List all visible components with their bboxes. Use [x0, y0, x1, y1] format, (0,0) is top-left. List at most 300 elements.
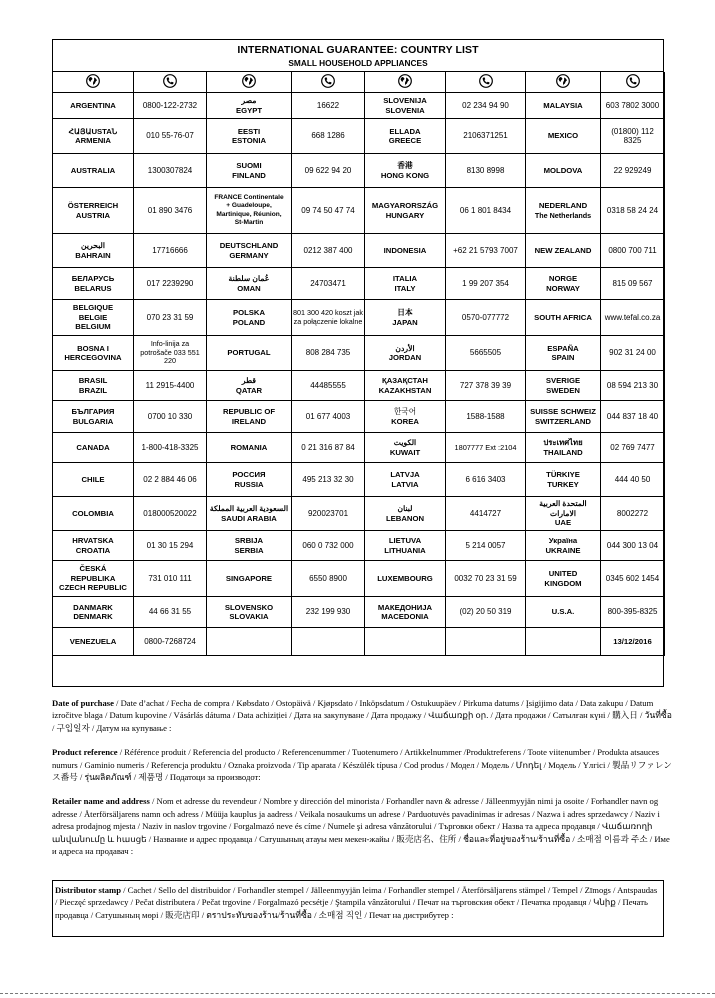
country-name-cell [526, 463, 601, 497]
country-name-line: الأردن [395, 343, 415, 353]
country-name-line: БЕЛАРУСЬ [71, 274, 115, 283]
phone-number-cell: 0318 58 24 24 [601, 188, 665, 234]
country-name-line: BELGIQUE [72, 303, 114, 313]
phone-number-cell: 010 55-76-07 [134, 119, 207, 154]
phone-number-cell: 495 213 32 30 [292, 463, 365, 497]
phone-number-cell: 5665505 [446, 336, 526, 371]
icon-header-cell [446, 72, 526, 93]
country-name-cell [207, 497, 292, 531]
country-name-cell [526, 561, 601, 597]
country-name-cell [365, 597, 446, 628]
phone-number-cell: 8130 8998 [446, 154, 526, 188]
country-name-line: CANADA [76, 442, 110, 452]
country-name-line: البحرين [81, 241, 105, 250]
phone-number-cell: 1-800-418-3325 [134, 433, 207, 463]
country-name-line: HONG KONG [380, 170, 430, 180]
country-name-line: MOLDOVA [543, 165, 583, 175]
phone-number-cell: (02) 20 50 319 [446, 597, 526, 628]
country-name-cell [207, 531, 292, 561]
country-name-line: SLOVAKIA [229, 612, 269, 621]
country-row [53, 268, 665, 300]
icon-header-cell [526, 72, 601, 93]
country-row [53, 336, 665, 371]
phone-number-cell: 727 378 39 39 [446, 371, 526, 401]
phone-number-cell: 017 2239290 [134, 268, 207, 300]
country-name-line: COLOMBIA [72, 508, 114, 518]
country-name-line: عُمان سلطنة [228, 274, 270, 283]
country-name-line: DANMARK [73, 602, 113, 612]
country-name-cell [365, 497, 446, 531]
country-name-line: The Netherlands [534, 210, 592, 220]
country-row [53, 234, 665, 268]
distributor-stamp-translations: / Cachet / Sello del distribuidor / Forhandler stempel / Jälleenmyyjän leima / Forhandler stempel / Återförsäljarens stämpel / Tempel / Zīmogs / Antspaudas / Pieczęć sprzedawcy / Pečat distributera / Pečat trgovine / Forgalmazó pecsétje / Ştampila vânzătorului / Печат на търговския обект / Печатка продавця / Կնիք / Печать продавца / Сатушының мөрі / 販売店印 / ตราประทับของร้าน/ร้านที่ซื้อ / 소매점 직인 / Печат на дистрибутер : [55, 885, 658, 920]
country-name-line: NEDERLAND [538, 201, 588, 210]
country-name-line: VENEZUELA [69, 636, 117, 646]
country-name-line: 日本 [397, 308, 413, 317]
country-name-line: POLAND [232, 317, 266, 327]
country-name-line: SUISSE SCHWEIZ [530, 407, 596, 416]
phone-number-cell [292, 628, 365, 656]
phone-number-cell: 6 616 3403 [446, 463, 526, 497]
country-name-cell [53, 597, 134, 628]
icon-row [53, 72, 665, 93]
country-row [53, 371, 665, 401]
country-name-line: ÖSTERREICH [67, 201, 119, 210]
phone-number-cell: 044 837 18 40 [601, 401, 665, 433]
country-name-cell [365, 336, 446, 371]
globe-icon [242, 74, 256, 91]
phone-number-cell: 6550 8900 [292, 561, 365, 597]
country-name-line: РОССИЯ [232, 470, 266, 479]
country-name-line: DENMARK [73, 612, 113, 621]
phone-number-cell: 13/12/2016 [601, 628, 665, 656]
country-name-cell [53, 336, 134, 371]
country-name-line: مصر [241, 96, 257, 105]
country-name-line: ARMENIA [75, 136, 111, 145]
phone-number-cell: 1807777 Ext :2104 [446, 433, 526, 463]
phone-number-cell: 11 2915-4400 [134, 371, 207, 401]
phone-number-cell: 01 890 3476 [134, 188, 207, 234]
country-name-cell [365, 234, 446, 268]
country-name-cell [365, 433, 446, 463]
phone-number-cell: 0700 10 330 [134, 401, 207, 433]
country-name-line: HRVATSKA [72, 536, 114, 545]
country-name-line: AUSTRIA [75, 210, 111, 220]
phone-number-cell: 070 23 31 59 [134, 300, 207, 336]
phone-number-cell: 09 622 94 20 [292, 154, 365, 188]
country-name-line: THAILAND [543, 447, 583, 457]
country-row [53, 561, 665, 597]
country-name-line: LITHUANIA [384, 545, 426, 555]
country-name-line: NORWAY [546, 283, 580, 293]
country-name-line: LUXEMBOURG [377, 573, 433, 583]
phone-number-cell: 06 1 801 8434 [446, 188, 526, 234]
country-name-cell [53, 154, 134, 188]
country-row [53, 119, 665, 154]
country-name-line: TURKEY [547, 479, 579, 489]
phone-number-cell: 44485555 [292, 371, 365, 401]
country-name-cell [365, 628, 446, 656]
country-name-cell [526, 234, 601, 268]
country-name-line: NEW ZEALAND [534, 245, 592, 255]
country-name-cell [526, 154, 601, 188]
phone-number-cell: 02 234 94 90 [446, 93, 526, 119]
country-name-cell [53, 371, 134, 401]
country-name-cell [53, 531, 134, 561]
country-name-line: GREECE [388, 136, 422, 145]
country-name-line: QATAR [235, 385, 263, 395]
phone-number-cell: 22 929249 [601, 154, 665, 188]
phone-number-cell: 5 214 0057 [446, 531, 526, 561]
country-name-cell [365, 154, 446, 188]
phone-number-cell: 044 300 13 04 [601, 531, 665, 561]
country-name-line: 한국어 [393, 407, 417, 416]
country-name-line: قطر [241, 376, 257, 385]
country-name-line: SWITZERLAND [535, 416, 591, 426]
country-name-line: 香港 [397, 161, 413, 170]
country-name-cell [365, 561, 446, 597]
country-name-cell [365, 268, 446, 300]
country-name-cell [526, 188, 601, 234]
product-reference-label: Product reference [52, 747, 118, 758]
globe-icon [398, 74, 412, 91]
country-name-line: EGYPT [235, 105, 263, 115]
country-name-line: St-Martin [234, 219, 264, 226]
country-name-cell [207, 463, 292, 497]
country-name-line: LEBANON [385, 513, 424, 523]
country-name-cell [365, 93, 446, 119]
phone-number-cell: 2106371251 [446, 119, 526, 154]
country-name-cell [53, 119, 134, 154]
phone-icon [163, 74, 177, 91]
phone-number-cell: 8002272 [601, 497, 665, 531]
country-name-line: U.S.A. [551, 607, 575, 617]
phone-number-cell: 01 677 4003 [292, 401, 365, 433]
country-name-line: SUOMI [236, 161, 262, 170]
country-name-cell [53, 433, 134, 463]
country-name-cell [526, 433, 601, 463]
country-name-line: BULGARIA [72, 416, 114, 426]
phone-number-cell: www.tefal.co.za [601, 300, 665, 336]
country-name-line: IRELAND [231, 416, 267, 426]
country-name-line: JORDAN [388, 353, 422, 362]
phone-number-cell: 801 300 420 koszt jak za połączenie lokalne [292, 300, 365, 336]
country-name-cell [207, 119, 292, 154]
country-name-cell [526, 497, 601, 531]
icon-header-cell [601, 72, 665, 93]
country-name-line: SWEDEN [546, 385, 580, 395]
country-name-line: NORGE [548, 274, 578, 283]
phone-number-cell: 09 74 50 47 74 [292, 188, 365, 234]
purchase-date-field [52, 697, 672, 734]
retailer-translations: / Nom et adresse du revendeur / Nombre y dirección del minorista / Forhandler navn & adresse / Jälleenmyyjän nimi ja osoite / Forhandler navn og adresse / Återförsäljarens namn och adress / Müüja kauplus ja aadress / Veikala nosaukums un adrese / Parduotuvės pavadinimas ir adresas / Nazwa i adres sprzedawcy / Naziv i adresa prodajnog mjesta / Naziv in naslov trgovine / Forgalmazó neve és címe / Numele şi adresa vânzătorului / Търговки обект / Назва та адреса продавця / Վաճառողի անվանումը և հասցե / Название и адрес продавца / Сатушының атауы мен мекен-жайы / 販売店名、住所 / ชื่อและที่อยู่ของร้าน/ร้านที่ซื้อ / 소매점 이름과 주소 / Име и адреса на продавач : [52, 796, 670, 857]
icon-header-cell [134, 72, 207, 93]
country-name-cell [526, 401, 601, 433]
country-name-line: المتحدة العربية الامارات [539, 499, 587, 518]
country-name-line: FRANCE Continentale [214, 193, 284, 201]
country-name-line: ՀԱՅԱUSTAՆ [68, 126, 118, 136]
phone-number-cell [446, 628, 526, 656]
country-name-line: + Guadeloupe, [226, 202, 272, 209]
country-name-line: لبنان [397, 504, 413, 513]
country-row [53, 463, 665, 497]
country-name-line: BOSNA I [77, 343, 109, 353]
country-name-line: السعودية العربية المملكة [209, 504, 289, 513]
country-name-cell [526, 300, 601, 336]
country-row [53, 154, 665, 188]
country-name-line: ESPAÑA [547, 343, 579, 353]
country-row [53, 497, 665, 531]
distributor-stamp-box [52, 880, 664, 937]
country-name-cell [207, 401, 292, 433]
country-name-cell [53, 463, 134, 497]
phone-number-cell: 02 2 884 46 06 [134, 463, 207, 497]
phone-number-cell: 808 284 735 [292, 336, 365, 371]
footer-fields [52, 697, 672, 869]
country-name-line: ARGENTINA [70, 100, 116, 110]
country-name-line: DEUTSCHLAND [219, 241, 279, 250]
country-name-line: ČESKÁ [79, 564, 107, 574]
country-name-line: KINGDOM [544, 578, 582, 588]
country-name-cell [53, 628, 134, 656]
country-name-cell [365, 401, 446, 433]
country-name-line: MAGYARORSZÁG [371, 201, 439, 210]
country-name-line: REPUBLIKA [70, 573, 116, 583]
phone-number-cell: 01 30 15 294 [134, 531, 207, 561]
country-name-cell [207, 371, 292, 401]
country-name-line: KAZAKHSTAN [378, 385, 432, 395]
country-name-line: REPUBLIC OF [222, 407, 276, 416]
phone-number-cell: 800-395-8325 [601, 597, 665, 628]
phone-icon [479, 74, 493, 91]
country-name-cell [53, 561, 134, 597]
country-name-line: ITALY [394, 283, 416, 293]
country-name-line: AUSTRALIA [70, 165, 116, 175]
phone-number-cell: 668 1286 [292, 119, 365, 154]
phone-number-cell: 4414727 [446, 497, 526, 531]
phone-number-cell: 17716666 [134, 234, 207, 268]
country-name-line: RUSSIA [234, 479, 264, 489]
country-name-cell [207, 336, 292, 371]
country-row [53, 597, 665, 628]
country-name-cell [207, 93, 292, 119]
country-name-cell [207, 628, 292, 656]
country-name-line: ROMANIA [230, 442, 268, 452]
country-name-line: LATVIA [391, 479, 419, 489]
country-row [53, 531, 665, 561]
country-name-line: ESTONIA [231, 136, 267, 145]
phone-icon [626, 74, 640, 91]
phone-number-cell: Info-linija za potrošače 033 551 220 [134, 336, 207, 371]
country-name-line: POLSKA [232, 308, 266, 317]
country-name-line: LIETUVA [388, 536, 422, 545]
country-name-line: ITALIA [392, 274, 418, 283]
country-name-cell [53, 300, 134, 336]
phone-number-cell: +62 21 5793 7007 [446, 234, 526, 268]
icon-header-cell [292, 72, 365, 93]
country-name-line: UNITED [548, 569, 578, 578]
country-name-cell [365, 188, 446, 234]
cut-line [0, 993, 715, 994]
phone-number-cell: 1 99 207 354 [446, 268, 526, 300]
icon-header-cell [53, 72, 134, 93]
table-header [53, 40, 663, 72]
phone-number-cell: 0570-077772 [446, 300, 526, 336]
country-name-line: EESTI [237, 126, 261, 136]
country-name-line: БЪЛГАРИЯ [71, 407, 115, 416]
country-name-cell [526, 119, 601, 154]
country-name-cell [365, 300, 446, 336]
country-row [53, 401, 665, 433]
country-name-line: ประเทศไทย [543, 438, 583, 447]
country-name-line: KUWAIT [389, 447, 421, 457]
product-reference-translations: / Référence produit / Referencia del producto / Referencenummer / Tuotenumero / Artikkelnummer /Produktreferens / Toote viitenumber / Produkta atsauces numurs / Gaminio numeris / Referencja produktu / Oznaka proizvoda / Tip aparata / Készülék típusa / Cod produs / Модел / Модель / Մոդել / Модель / Үлгісі / 製品リファレンス番号 / รุ่นผลิตภัณฑ์ / 제품명 / Податоци за производот: [52, 747, 672, 783]
phone-number-cell: 920023701 [292, 497, 365, 531]
phone-number-cell: 060 0 732 000 [292, 531, 365, 561]
country-name-cell [207, 300, 292, 336]
country-name-cell [207, 188, 292, 234]
country-name-line: SERBIA [234, 545, 264, 555]
globe-icon [556, 74, 570, 91]
phone-number-cell: 603 7802 3000 [601, 93, 665, 119]
country-name-line: SOUTH AFRICA [534, 312, 592, 322]
country-name-line: FINLAND [232, 170, 266, 180]
country-name-line: CZECH REPUBLIC [59, 583, 127, 593]
country-name-line: SPAIN [551, 353, 575, 362]
phone-number-cell: 1588-1588 [446, 401, 526, 433]
page-subtitle: SMALL HOUSEHOLD APPLIANCES [288, 58, 428, 68]
country-name-line: INDONESIA [383, 245, 427, 255]
country-name-cell [53, 268, 134, 300]
country-name-line: SRBIJA [234, 536, 264, 545]
product-reference-field [52, 746, 672, 783]
country-name-cell [207, 561, 292, 597]
phone-number-cell: 08 594 213 30 [601, 371, 665, 401]
country-row [53, 433, 665, 463]
phone-number-cell: 018000520022 [134, 497, 207, 531]
icon-header-cell [207, 72, 292, 93]
country-name-line: UAE [554, 518, 572, 528]
country-name-line: الكويت [393, 438, 417, 447]
globe-icon [86, 74, 100, 91]
phone-number-cell: 731 010 111 [134, 561, 207, 597]
country-name-line: Martinique, Réunion, [216, 210, 282, 218]
phone-number-cell: 0800-122-2732 [134, 93, 207, 119]
country-name-line: ELLADA [389, 126, 421, 136]
phone-number-cell: 0800 700 711 [601, 234, 665, 268]
country-name-cell [53, 234, 134, 268]
phone-number-cell: 02 769 7477 [601, 433, 665, 463]
country-row [53, 300, 665, 336]
country-name-cell [53, 93, 134, 119]
country-name-line: SLOVENSKO [224, 602, 274, 612]
country-name-line: SINGAPORE [225, 573, 273, 583]
country-name-line: JAPAN [392, 317, 418, 327]
country-name-line: BELGIE [78, 312, 108, 322]
phone-number-cell: 444 40 50 [601, 463, 665, 497]
country-name-cell [526, 628, 601, 656]
retailer-field [52, 795, 672, 857]
country-name-line: KOREA [391, 416, 419, 426]
country-name-cell [365, 371, 446, 401]
country-name-line: SVERIGE [545, 376, 581, 385]
country-list-table-frame [52, 39, 664, 687]
country-name-line: GERMANY [229, 250, 269, 260]
country-name-line: Україна [548, 536, 578, 545]
phone-number-cell: 0800-7268724 [134, 628, 207, 656]
country-name-line: MEXICO [547, 131, 579, 141]
country-name-line: OMAN [237, 283, 261, 293]
country-row [53, 93, 665, 119]
icon-header-cell [365, 72, 446, 93]
country-name-line: MACEDONIA [381, 612, 429, 621]
country-name-line: TÜRKIYE [546, 470, 580, 479]
country-row [53, 188, 665, 234]
country-name-cell [207, 234, 292, 268]
phone-number-cell: (01800) 112 8325 [601, 119, 665, 154]
country-name-cell [365, 463, 446, 497]
country-name-cell [526, 336, 601, 371]
country-name-cell [526, 268, 601, 300]
country-name-line: SAUDI ARABIA [221, 513, 277, 523]
country-name-line: SLOVENIJA [383, 96, 427, 105]
phone-number-cell: 232 199 930 [292, 597, 365, 628]
country-name-cell [207, 268, 292, 300]
country-name-cell [526, 371, 601, 401]
phone-number-cell: 902 31 24 00 [601, 336, 665, 371]
phone-number-cell: 44 66 31 55 [134, 597, 207, 628]
phone-number-cell: 0212 387 400 [292, 234, 365, 268]
country-name-cell [526, 597, 601, 628]
country-name-cell [53, 188, 134, 234]
country-name-cell [53, 497, 134, 531]
country-name-cell [207, 154, 292, 188]
purchase-date-label: Date of purchase [52, 698, 114, 708]
phone-icon [321, 74, 335, 91]
distributor-stamp-label: Distributor stamp [55, 885, 121, 895]
country-name-line: BELARUS [74, 283, 112, 293]
country-name-line: UKRAINE [545, 545, 581, 555]
country-name-line: BELGIUM [75, 322, 111, 332]
country-name-line: LATVJA [390, 470, 420, 479]
country-name-line: МАКЕДОНИЈА [377, 602, 433, 612]
phone-number-cell: 0 21 316 87 84 [292, 433, 365, 463]
phone-number-cell: 0345 602 1454 [601, 561, 665, 597]
country-row [53, 628, 665, 656]
country-name-line: HERCEGOVINA [64, 353, 122, 362]
country-name-cell [53, 401, 134, 433]
country-name-cell [207, 597, 292, 628]
country-name-cell [526, 93, 601, 119]
phone-number-cell: 0032 70 23 31 59 [446, 561, 526, 597]
country-name-line: HUNGARY [385, 210, 425, 220]
page-title: INTERNATIONAL GUARANTEE: COUNTRY LIST [237, 44, 479, 56]
country-name-line: BAHRAIN [75, 250, 111, 260]
country-name-line: BRASIL [78, 376, 108, 385]
country-name-cell [207, 433, 292, 463]
country-name-line: CHILE [81, 474, 105, 484]
country-name-cell [526, 531, 601, 561]
country-grid [52, 72, 665, 656]
country-name-line: BRAZIL [78, 385, 108, 395]
country-name-line: CROATIA [75, 545, 111, 555]
purchase-date-translations: / Date d’achat / Fecha de compra / Købsdato / Ostopäivä / Kjøpsdato / Inköpsdatum / Ostukuupäev / Pirkuma datums / Įsigijimo data / Data zakupu / Datum izročitve blaga / Datum kupovine / Vásárlás dátuma / Data achiziției / Дата на закупуване / Дата продажу / Վաճառքի օր. / Дата продажи / Сатылған күні / 購入日 / วันที่ซื้อ / 구입일자 / Датум на купување : [52, 698, 672, 733]
retailer-label: Retailer name and address [52, 796, 150, 807]
country-name-line: SLOVENIA [385, 105, 425, 115]
country-name-cell [365, 531, 446, 561]
phone-number-cell: 1300307824 [134, 154, 207, 188]
country-name-cell [365, 119, 446, 154]
